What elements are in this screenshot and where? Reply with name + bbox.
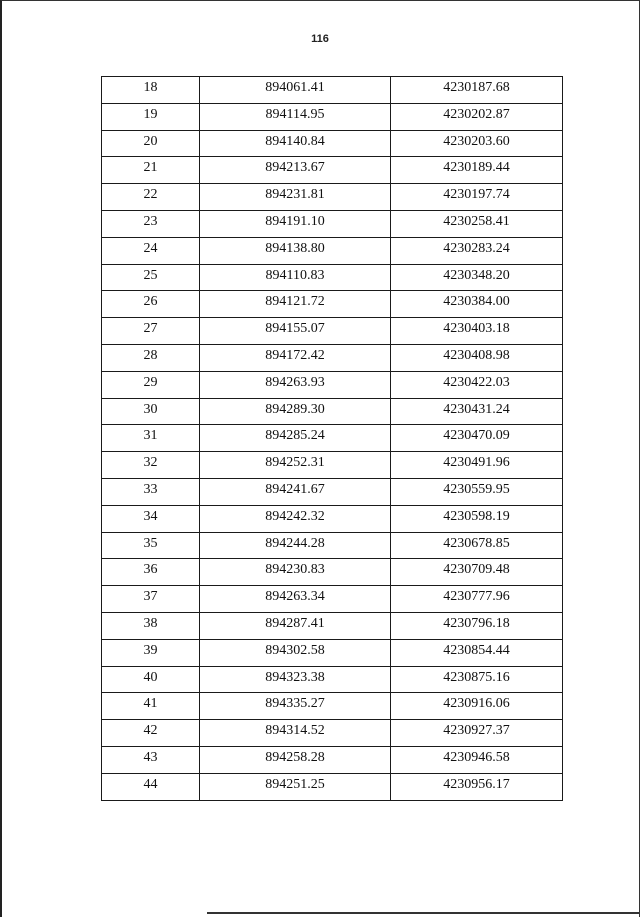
y-coordinate-cell: 4230491.96 <box>391 452 563 479</box>
point-number-cell: 18 <box>102 77 200 104</box>
table-row <box>102 746 563 773</box>
x-coordinate-cell: 894323.38 <box>200 666 391 693</box>
table-row <box>102 210 563 237</box>
y-coordinate-cell: 4230678.85 <box>391 532 563 559</box>
x-coordinate-cell: 894244.28 <box>200 532 391 559</box>
table-row <box>102 318 563 345</box>
point-number-cell: 23 <box>102 210 200 237</box>
y-coordinate-cell: 4230203.60 <box>391 130 563 157</box>
table-row <box>102 103 563 130</box>
x-coordinate-cell: 894121.72 <box>200 291 391 318</box>
x-coordinate-cell: 894258.28 <box>200 746 391 773</box>
table-row <box>102 773 563 800</box>
y-coordinate-cell: 4230422.03 <box>391 371 563 398</box>
point-number-cell: 35 <box>102 532 200 559</box>
x-coordinate-cell: 894242.32 <box>200 505 391 532</box>
table-row <box>102 452 563 479</box>
x-coordinate-cell: 894191.10 <box>200 210 391 237</box>
table-row <box>102 77 563 104</box>
table-row <box>102 371 563 398</box>
point-number-cell: 24 <box>102 237 200 264</box>
table-row <box>102 264 563 291</box>
y-coordinate-cell: 4230777.96 <box>391 586 563 613</box>
y-coordinate-cell: 4230431.24 <box>391 398 563 425</box>
y-coordinate-cell: 4230187.68 <box>391 77 563 104</box>
point-number-cell: 39 <box>102 639 200 666</box>
point-number-cell: 41 <box>102 693 200 720</box>
x-coordinate-cell: 894263.34 <box>200 586 391 613</box>
coordinates-table <box>101 76 563 801</box>
x-coordinate-cell: 894231.81 <box>200 184 391 211</box>
y-coordinate-cell: 4230189.44 <box>391 157 563 184</box>
point-number-cell: 29 <box>102 371 200 398</box>
y-coordinate-cell: 4230709.48 <box>391 559 563 586</box>
x-coordinate-cell: 894287.41 <box>200 612 391 639</box>
y-coordinate-cell: 4230916.06 <box>391 693 563 720</box>
y-coordinate-cell: 4230796.18 <box>391 612 563 639</box>
point-number-cell: 22 <box>102 184 200 211</box>
table-row <box>102 720 563 747</box>
x-coordinate-cell: 894314.52 <box>200 720 391 747</box>
x-coordinate-cell: 894302.58 <box>200 639 391 666</box>
point-number-cell: 20 <box>102 130 200 157</box>
x-coordinate-cell: 894251.25 <box>200 773 391 800</box>
point-number-cell: 32 <box>102 452 200 479</box>
point-number-cell: 31 <box>102 425 200 452</box>
table-row <box>102 237 563 264</box>
y-coordinate-cell: 4230384.00 <box>391 291 563 318</box>
x-coordinate-cell: 894172.42 <box>200 344 391 371</box>
x-coordinate-cell: 894230.83 <box>200 559 391 586</box>
point-number-cell: 40 <box>102 666 200 693</box>
x-coordinate-cell: 894140.84 <box>200 130 391 157</box>
point-number-cell: 36 <box>102 559 200 586</box>
point-number-cell: 43 <box>102 746 200 773</box>
x-coordinate-cell: 894289.30 <box>200 398 391 425</box>
y-coordinate-cell: 4230559.95 <box>391 478 563 505</box>
x-coordinate-cell: 894263.93 <box>200 371 391 398</box>
table-row <box>102 612 563 639</box>
x-coordinate-cell: 894110.83 <box>200 264 391 291</box>
y-coordinate-cell: 4230598.19 <box>391 505 563 532</box>
y-coordinate-cell: 4230875.16 <box>391 666 563 693</box>
x-coordinate-cell: 894138.80 <box>200 237 391 264</box>
table-row <box>102 157 563 184</box>
table-row <box>102 693 563 720</box>
x-coordinate-cell: 894285.24 <box>200 425 391 452</box>
y-coordinate-cell: 4230403.18 <box>391 318 563 345</box>
x-coordinate-cell: 894252.31 <box>200 452 391 479</box>
x-coordinate-cell: 894213.67 <box>200 157 391 184</box>
table-row <box>102 586 563 613</box>
y-coordinate-cell: 4230283.24 <box>391 237 563 264</box>
table-row <box>102 344 563 371</box>
y-coordinate-cell: 4230408.98 <box>391 344 563 371</box>
y-coordinate-cell: 4230946.58 <box>391 746 563 773</box>
point-number-cell: 28 <box>102 344 200 371</box>
point-number-cell: 27 <box>102 318 200 345</box>
coordinates-table-body <box>102 77 563 801</box>
page-bottom-rule <box>207 912 640 914</box>
table-row <box>102 505 563 532</box>
y-coordinate-cell: 4230348.20 <box>391 264 563 291</box>
table-row <box>102 130 563 157</box>
y-coordinate-cell: 4230258.41 <box>391 210 563 237</box>
y-coordinate-cell: 4230927.37 <box>391 720 563 747</box>
y-coordinate-cell: 4230956.17 <box>391 773 563 800</box>
point-number-cell: 25 <box>102 264 200 291</box>
x-coordinate-cell: 894114.95 <box>200 103 391 130</box>
table-row <box>102 532 563 559</box>
table-row <box>102 478 563 505</box>
point-number-cell: 21 <box>102 157 200 184</box>
table-row <box>102 559 563 586</box>
y-coordinate-cell: 4230854.44 <box>391 639 563 666</box>
y-coordinate-cell: 4230470.09 <box>391 425 563 452</box>
table-row <box>102 425 563 452</box>
x-coordinate-cell: 894335.27 <box>200 693 391 720</box>
table-row <box>102 666 563 693</box>
point-number-cell: 33 <box>102 478 200 505</box>
point-number-cell: 37 <box>102 586 200 613</box>
table-row <box>102 291 563 318</box>
point-number-cell: 19 <box>102 103 200 130</box>
x-coordinate-cell: 894155.07 <box>200 318 391 345</box>
point-number-cell: 30 <box>102 398 200 425</box>
table-row <box>102 184 563 211</box>
point-number-cell: 34 <box>102 505 200 532</box>
point-number-cell: 26 <box>102 291 200 318</box>
table-row <box>102 639 563 666</box>
point-number-cell: 44 <box>102 773 200 800</box>
page-number: 116 <box>311 33 329 45</box>
x-coordinate-cell: 894241.67 <box>200 478 391 505</box>
y-coordinate-cell: 4230197.74 <box>391 184 563 211</box>
point-number-cell: 38 <box>102 612 200 639</box>
table-row <box>102 398 563 425</box>
point-number-cell: 42 <box>102 720 200 747</box>
y-coordinate-cell: 4230202.87 <box>391 103 563 130</box>
x-coordinate-cell: 894061.41 <box>200 77 391 104</box>
